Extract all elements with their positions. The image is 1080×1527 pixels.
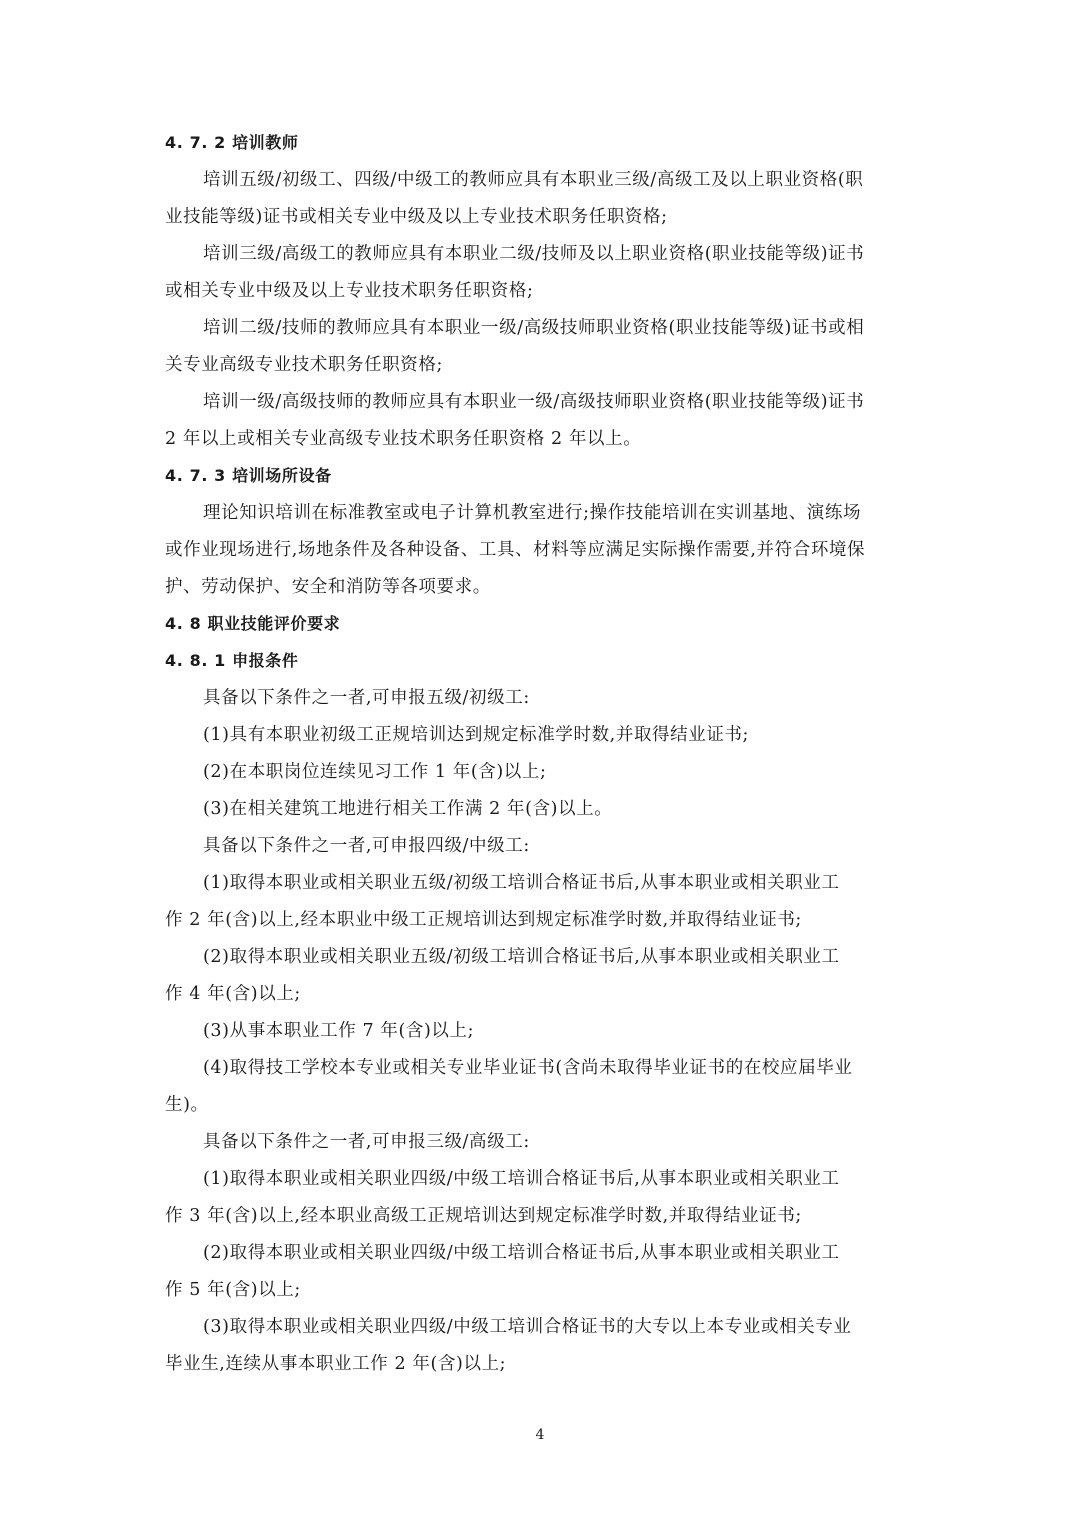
list-item: (1)取得本职业或相关职业四级/中级工培训合格证书后,从事本职业或相关职业工 bbox=[203, 1169, 840, 1189]
list-item: (3)从事本职业工作 7 年(含)以上; bbox=[203, 1021, 475, 1041]
paragraph-line: 具备以下条件之一者,可申报四级/中级工: bbox=[203, 836, 530, 856]
section-heading-4-8-1: 4. 8. 1 申报条件 bbox=[165, 651, 299, 670]
paragraph-line: 培训三级/高级工的教师应具有本职业二级/技师及以上职业资格(职业技能等级)证书 bbox=[203, 244, 865, 264]
list-item-continuation: 作 3 年(含)以上,经本职业高级工正规培训达到规定标准学时数,并取得结业证书; bbox=[165, 1206, 802, 1226]
list-item: (4)取得技工学校本专业或相关专业毕业证书(含尚未取得毕业证书的在校应届毕业 bbox=[203, 1058, 853, 1078]
list-item-continuation: 作 4 年(含)以上; bbox=[165, 984, 301, 1004]
paragraph-line: 护、劳动保护、安全和消防等各项要求。 bbox=[165, 577, 491, 597]
list-item: (1)具有本职业初级工正规培训达到规定标准学时数,并取得结业证书; bbox=[203, 725, 750, 745]
section-heading-4-7-3: 4. 7. 3 培训场所设备 bbox=[165, 466, 332, 485]
page-number: 4 bbox=[535, 1427, 545, 1443]
paragraph-line: 或作业现场进行,场地条件及各种设备、工具、材料等应满足实际操作需要,并符合环境保 bbox=[165, 540, 866, 560]
section-heading-4-7-2: 4. 7. 2 培训教师 bbox=[165, 133, 299, 152]
list-item-continuation: 毕业生,连续从事本职业工作 2 年(含)以上; bbox=[165, 1354, 507, 1374]
paragraph-line: 培训一级/高级技师的教师应具有本职业一级/高级技师职业资格(职业技能等级)证书 bbox=[203, 392, 865, 412]
list-item-continuation: 作 5 年(含)以上; bbox=[165, 1280, 301, 1300]
paragraph-line: 或相关专业中级及以上专业技术职务任职资格; bbox=[165, 281, 534, 301]
list-item: (2)在本职岗位连续见习工作 1 年(含)以上; bbox=[203, 762, 547, 782]
paragraph-line: 具备以下条件之一者,可申报五级/初级工: bbox=[203, 688, 530, 708]
paragraph-line: 理论知识培训在标准教室或电子计算机教室进行;操作技能培训在实训基地、演练场 bbox=[203, 503, 862, 523]
list-item: (3)在相关建筑工地进行相关工作满 2 年(含)以上。 bbox=[203, 799, 613, 819]
list-item: (3)取得本职业或相关职业四级/中级工培训合格证书的大专以上本专业或相关专业 bbox=[203, 1317, 852, 1337]
list-item-continuation: 生)。 bbox=[165, 1095, 209, 1115]
list-item: (1)取得本职业或相关职业五级/初级工培训合格证书后,从事本职业或相关职业工 bbox=[203, 873, 840, 893]
paragraph-line: 培训二级/技师的教师应具有本职业一级/高级技师职业资格(职业技能等级)证书或相 bbox=[203, 318, 865, 338]
paragraph-line: 具备以下条件之一者,可申报三级/高级工: bbox=[203, 1132, 530, 1152]
paragraph-line: 关专业高级专业技术职务任职资格; bbox=[165, 355, 443, 375]
list-item: (2)取得本职业或相关职业五级/初级工培训合格证书后,从事本职业或相关职业工 bbox=[203, 947, 840, 967]
paragraph-line: 业技能等级)证书或相关专业中级及以上专业技术职务任职资格; bbox=[165, 207, 668, 227]
paragraph-line: 培训五级/初级工、四级/中级工的教师应具有本职业三级/高级工及以上职业资格(职 bbox=[203, 170, 864, 190]
paragraph-line: 2 年以上或相关专业高级专业技术职务任职资格 2 年以上。 bbox=[165, 429, 642, 449]
list-item: (2)取得本职业或相关职业四级/中级工培训合格证书后,从事本职业或相关职业工 bbox=[203, 1243, 840, 1263]
section-heading-4-8: 4. 8 职业技能评价要求 bbox=[165, 614, 341, 633]
list-item-continuation: 作 2 年(含)以上,经本职业中级工正规培训达到规定标准学时数,并取得结业证书; bbox=[165, 910, 802, 930]
